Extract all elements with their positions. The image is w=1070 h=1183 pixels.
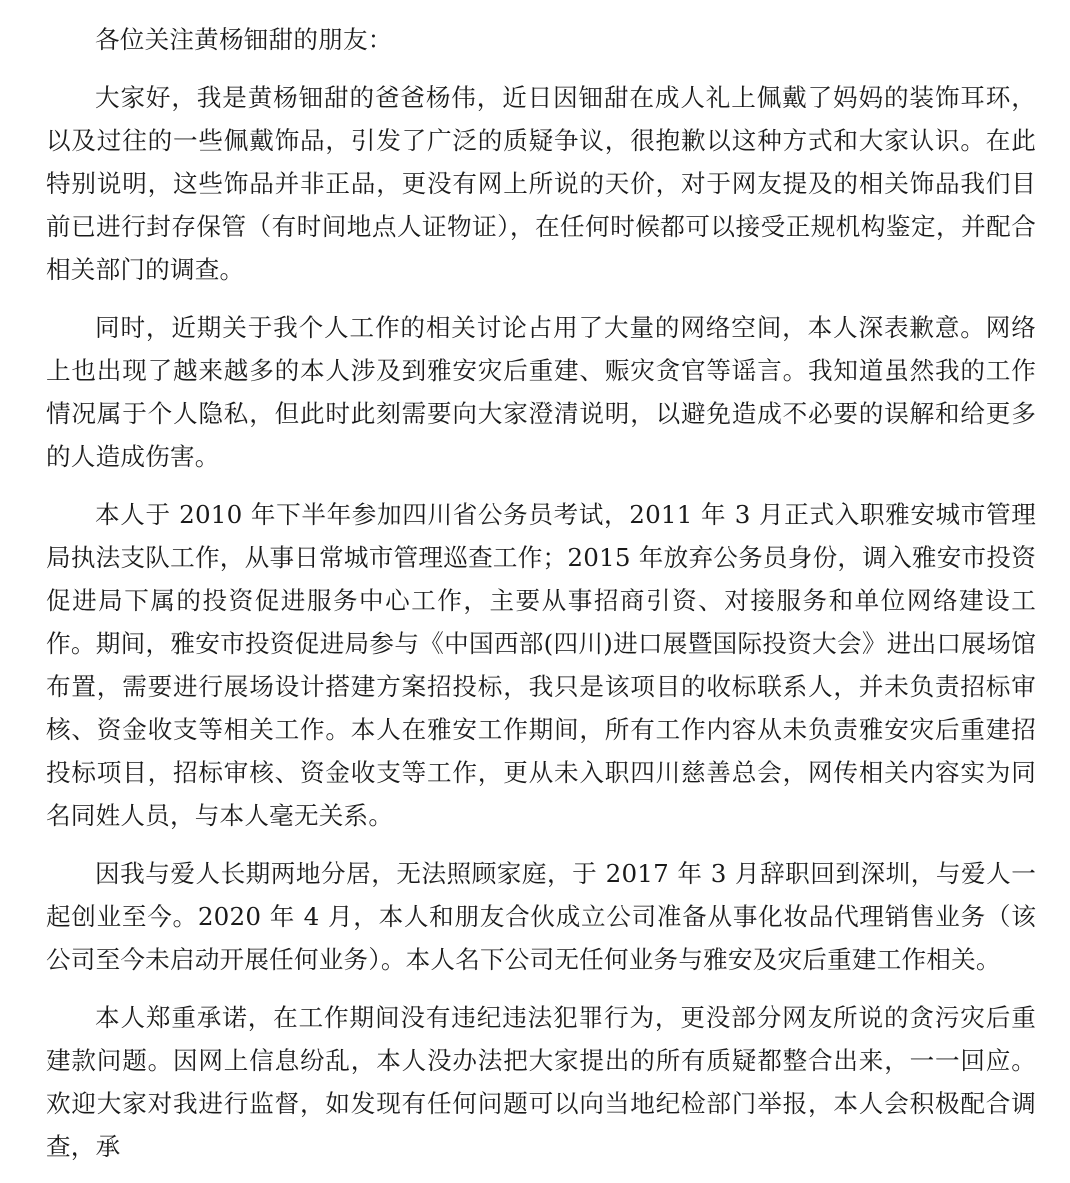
paragraph-work-rumors: 同时，近期关于我个人工作的相关讨论占用了大量的网络空间，本人深表歉意。网络上也出现了越来越多的本人涉及到雅安灾后重建、赈灾贪官等谣言。我知道虽然我的工作情况属于个人隐私，但此时此刻需要向大家澄清说明，以避免造成不必要的误解和给更多的人造成伤害。 (46, 313, 1036, 471)
paragraph-apology-jewelry: 大家好，我是黄杨钿甜的爸爸杨伟，近日因钿甜在成人礼上佩戴了妈妈的装饰耳环，以及过往的一些佩戴饰品，引发了广泛的质疑争议，很抱歉以这种方式和大家认识。在此特别说明，这些饰品并非正品，更没有网上所说的天价，对于网友提及的相关饰品我们目前已进行封存保管（有时间地点人证物证），在任何时候都可以接受正规机构鉴定，并配合相关部门的调查。 (46, 83, 1036, 284)
letter-document (46, 18, 1036, 1183)
paragraph-work-history: 本人于 2010 年下半年参加四川省公务员考试，2011 年 3 月正式入职雅安城市管理局执法支队工作，从事日常城市管理巡查工作；2015 年放弃公务员身份，调入雅安市投资促进局下属的投资促进服务中心工作，主要从事招商引资、对接服务和单位网络建设工作。期间，雅安市投资促进局参与《中国西部(四川)进口展暨国际投资大会》进出口展场馆布置，需要进行展场设计搭建方案招投标，我只是该项目的收标联系人，并未负责招标审核、资金收支等相关工作。本人在雅安工作期间，所有工作内容从未负责雅安灾后重建招投标项目，招标审核、资金收支等工作，更从未入职四川慈善总会，网传相关内容实为同名同姓人员，与本人毫无关系。 (46, 500, 1036, 830)
letter-salutation: 各位关注黄杨钿甜的朋友： (95, 25, 393, 54)
paragraph-family-business: 因我与爱人长期两地分居，无法照顾家庭，于 2017 年 3 月辞职回到深圳，与爱人一起创业至今。2020 年 4 月，本人和朋友合伙成立公司准备从事化妆品代理销售业务（该公司至今未启动开展任何业务）。本人名下公司无任何业务与雅安及灾后重建工作相关。 (46, 859, 1036, 974)
paragraph-commitment: 本人郑重承诺，在工作期间没有违纪违法犯罪行为，更没部分网友所说的贪污灾后重建款问题。因网上信息纷乱，本人没办法把大家提出的所有质疑都整合出来，一一回应。欢迎大家对我进行监督，如发现有任何问题可以向当地纪检部门举报，本人会积极配合调查，承 (46, 1003, 1036, 1161)
